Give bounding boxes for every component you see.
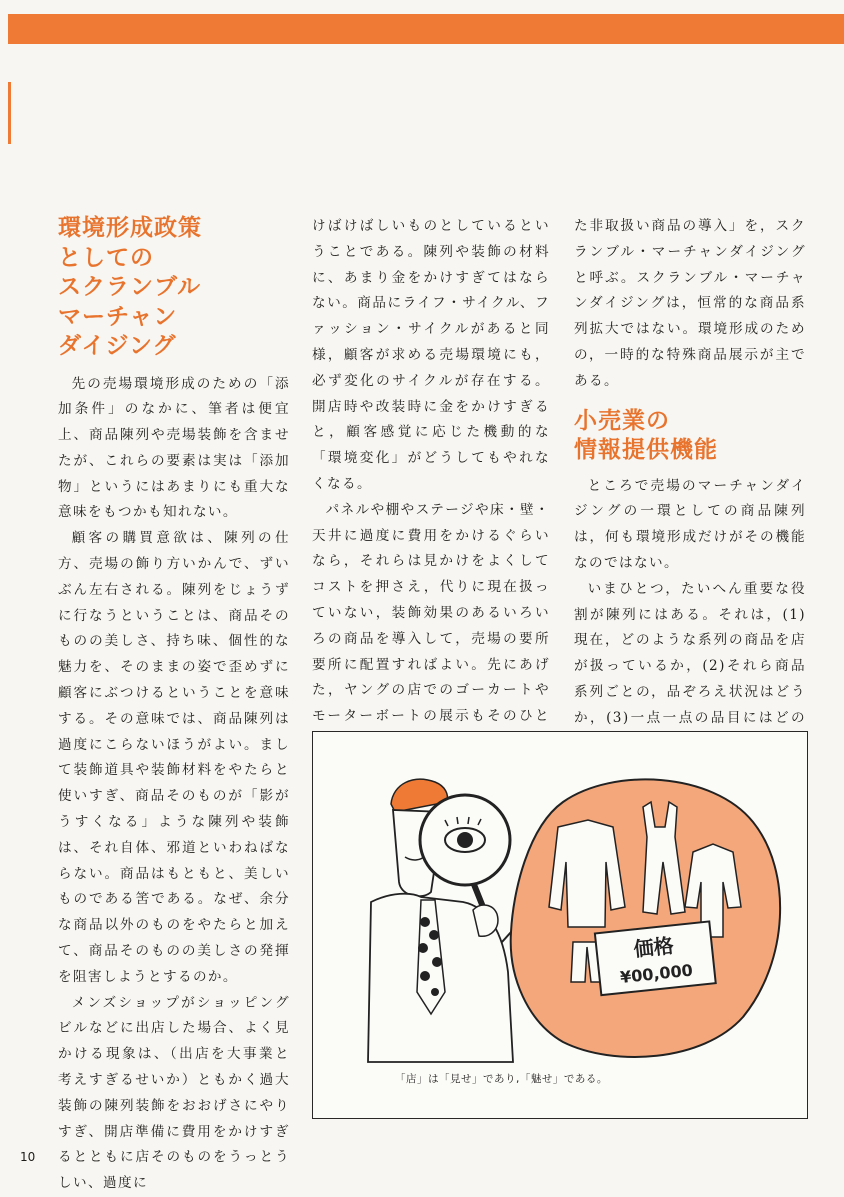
illustration-svg	[313, 732, 809, 1120]
heading-line: としての	[58, 244, 154, 271]
column-2	[312, 214, 550, 782]
body-paragraph: た非取扱い商品の導入」を，スクランブル・マーチャンダイジングと呼ぶ。スクランブル・マーチャンダイジングは，恒常的な商品系列拡大ではない。環境形成のための，一時的な特殊商品展示が主である。	[574, 218, 806, 389]
figure-caption: 「店」は「見せ」であり,「魅せ」である。	[395, 1073, 608, 1085]
price-sign-value: ¥00,000	[619, 960, 694, 987]
body-paragraph: ところで売場のマーチャンダイジングの一環としての商品陳列は，何も環境形成だけがその機能なのではない。	[574, 477, 806, 571]
body-paragraph: いまひとつ，たいへん重要な役割が陳列にはある。それは，(1)現在，どのような系列の商品を店が扱っているか，(2)それら商品系列ごとの，品ぞろえ状況はどうか，(3)一点一点の品目にはどの	[574, 580, 806, 726]
body-paragraph: 顧客の購買意欲は、陳列の仕方、売場の飾り方いかんで、ずいぶん左右される。陳列をじょうずに行なうということは、商品そのものの美しさ、持ち味、個性的な魅力を、そのままの姿で歪めずに顧客にぶつけるということを意味する。その意味では、商品陳列は過度にこらないほうがよい。まして装飾道具や装飾材料をやたらと使いすぎ、商品そのものが「影がうすくなる」ような陳列や装飾は、それ自体、邪道といわねばならない。商品はもともと、美しいものである筈である。なぜ、余分な商品以外のものをやたらと加えて、商品そのものの美しさの発揮を阻害しようとするのか。	[58, 530, 290, 985]
heading-line: 環境形成政策	[58, 215, 202, 241]
price-sign	[595, 921, 716, 995]
body-paragraph: けばけばしいものとしているということである。陳列や装飾の材料に、あまり金をかけすぎてはならない。商品にライフ・サイクル、ファッション・サイクルがあると同様，顧客が求める売場環境にも，必ず変化のサイクルが存在する。開店時や改装時に金をかけすぎると，顧客感覚に応じた機動的な「環境変化」がどうしてもやれなくなる。	[312, 218, 550, 492]
heading-line: 情報提供機能	[574, 437, 718, 464]
left-margin-mark	[8, 82, 11, 144]
heading-line: スクランブル	[58, 274, 202, 300]
section-heading-1	[58, 214, 290, 362]
illustration-figure	[312, 731, 808, 1119]
body-paragraph: メンズショップがショッピングビルなどに出店した場合、よく見かける現象は、（出店を大事業と考えすぎるせいか）ともかく過大装飾の陳列装飾をおおげさにやりすぎ、開店準備に費用をかけすぎるとともに店そのものをうっとうしい、過度に	[58, 994, 290, 1192]
heading-line: マーチャン	[58, 303, 178, 330]
column-1	[58, 214, 290, 1197]
page-number: 10	[20, 1150, 36, 1164]
heading-line: 小売業の	[574, 407, 670, 434]
price-sign-label: 価格	[632, 933, 675, 962]
heading-line: ダイジング	[58, 333, 177, 359]
body-paragraph: 先の売場環境形成のための「添加条件」のなかに、筆者は便宜上、商品陳列や売場装飾を含ませたが、これらの要素は実は「添加物」というにはあまりにも重大な意味をもつかも知れない。	[58, 375, 290, 521]
top-accent-bar	[8, 14, 844, 44]
column-3	[574, 214, 806, 783]
section-heading-2	[574, 407, 806, 466]
body-paragraph: パネルや棚やステージや床・壁・天井に過度に費用をかけるぐらいなら，それらは見かけをよくしてコストを押さえ，代りに現在扱っていない，装飾効果のあるいろいろの商品を導入して，売場の要所要所に配置すればよい。先にあげた，ヤングの店でのゴーカートやモーターボートの展示もそのひと	[312, 501, 550, 725]
